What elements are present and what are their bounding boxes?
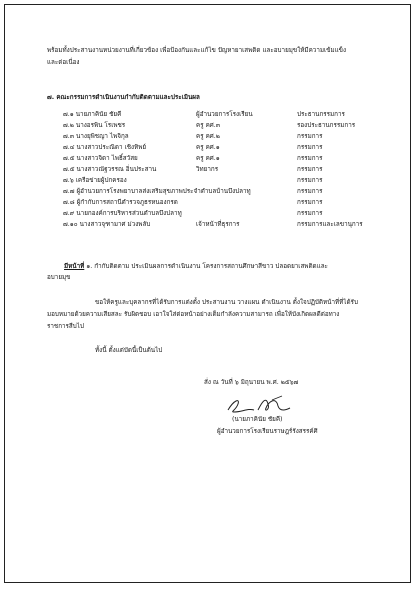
handwritten-signature xyxy=(220,390,300,418)
member-position: ครู คศ.๑ xyxy=(196,155,220,162)
intro-line-1: พร้อมทั้งประสานงานหน่วยงานที่เกี่ยวข้อง เพื่อป้องกันและแก้ไข ปัญหายาเสพติด และอบายมุขให้มีความเข้มแข็ง xyxy=(47,47,347,54)
member-role: กรรมการ xyxy=(297,199,323,206)
member-role: ประธานกรรมการ xyxy=(297,111,345,118)
duty-text xyxy=(64,262,328,271)
member-position: เจ้าหน้าที่ธุรการ xyxy=(196,221,240,228)
section-heading: ๗. คณะกรรมการดำเนินงานกำกับติดตามและประเมินผล xyxy=(47,94,200,101)
member-name: ๗.๕ นางสาวณัฐวรรณ อิ่นประสาน xyxy=(63,166,157,173)
member-role: กรรมการ xyxy=(297,210,323,217)
member-name: ๗.๘ ผู้กำกับการสถานีตำรวจภูธรหนองกรด xyxy=(63,199,178,206)
intro-line-2: และต่อเนื่อง xyxy=(47,59,80,66)
member-role: กรรมการ xyxy=(297,177,323,184)
member-position: วิทยากร xyxy=(196,166,219,173)
member-name: ๗.๗ ผู้อำนวยการโรงพยาบาลส่งเสริมสุขภาพประจำตำบลบ้านบึงปลาทู xyxy=(63,188,251,195)
closing-line-3: ราชการสืบไป xyxy=(47,323,84,330)
member-role: กรรมการ xyxy=(297,155,323,162)
member-name: ๗.๖ เครือข่ายผู้ปกครอง xyxy=(63,177,127,184)
signer-name: (นายภาคินัย ชัยคี) xyxy=(232,416,283,423)
member-role: รองประธานกรรมการ xyxy=(297,122,356,129)
member-name: ๗.๑๐ นางสาวจุฑามาศ ม่วงพลับ xyxy=(63,221,151,228)
member-role: กรรมการและเลขานุการ xyxy=(297,221,363,228)
order-date: สั่ง ณ วันที่ ๖ มิถุนายน พ.ศ. ๒๕๖๗ xyxy=(204,379,299,386)
member-role: กรรมการ xyxy=(297,144,323,151)
member-position: ครู คศ.๒ xyxy=(196,133,220,140)
duty-line-2: อบายมุข xyxy=(47,274,71,281)
member-name: ๗.๙ นายกองค์การบริหารส่วนตำบลบึงปลาทู xyxy=(63,210,182,217)
closing-line-2: มอบหมายด้วยความเสียสละ รับผิดชอบ เอาใจใส่ต่อหน้าอย่างเต็มกำลังความสามารถ เพื่อให้บังเกิดผลดีต่อทาง xyxy=(47,311,340,318)
member-name: ๗.๕ นางสาวจิดา ไพธิ์สวัสย xyxy=(63,155,138,162)
page-frame xyxy=(4,4,411,583)
member-role: กรรมการ xyxy=(297,133,323,140)
member-position: ผู้อำนวยการโรงเรียน xyxy=(196,111,253,118)
member-position: ครู คศ.๑ xyxy=(196,144,220,151)
member-name: ๗.๓ นางยุพิชญา ไพจิกุล xyxy=(63,133,129,140)
member-name: ๗.๔ นางสาวประณิดา เชิงทิพย์ xyxy=(63,144,147,151)
closing-line-4: ทั้งนี้ ตั้งแต่บัดนี้เป็นต้นไป xyxy=(95,347,163,354)
member-role: กรรมการ xyxy=(297,188,323,195)
duty-label: มีหน้าที่ xyxy=(64,263,85,270)
signer-title: ผู้อำนวยการโรงเรียนราษฎร์รังสรรค์ศิ xyxy=(217,428,318,435)
member-position: ครู คศ.๓ xyxy=(196,122,221,129)
member-role: กรรมการ xyxy=(297,166,323,173)
member-name: ๗.๑ นายภาคินัย ชัยคี xyxy=(63,111,122,118)
closing-line-1: ขอให้ครูและบุคลากรที่ได้รับการแต่งตั้ง ประสานงาน วางแผน ดำเนินงาน ตั้งใจปฏิบัติหน้าที่ที่ได้รับ xyxy=(95,299,358,306)
duty-line-1: ๑. กำกับติดตาม ประเมินผลการดำเนินงาน โครงการสถานศึกษาสีขาว ปลอดยาเสพติดและ xyxy=(84,263,328,270)
member-name: ๗.๒ นางอรพิน โรเพชร xyxy=(63,122,126,129)
